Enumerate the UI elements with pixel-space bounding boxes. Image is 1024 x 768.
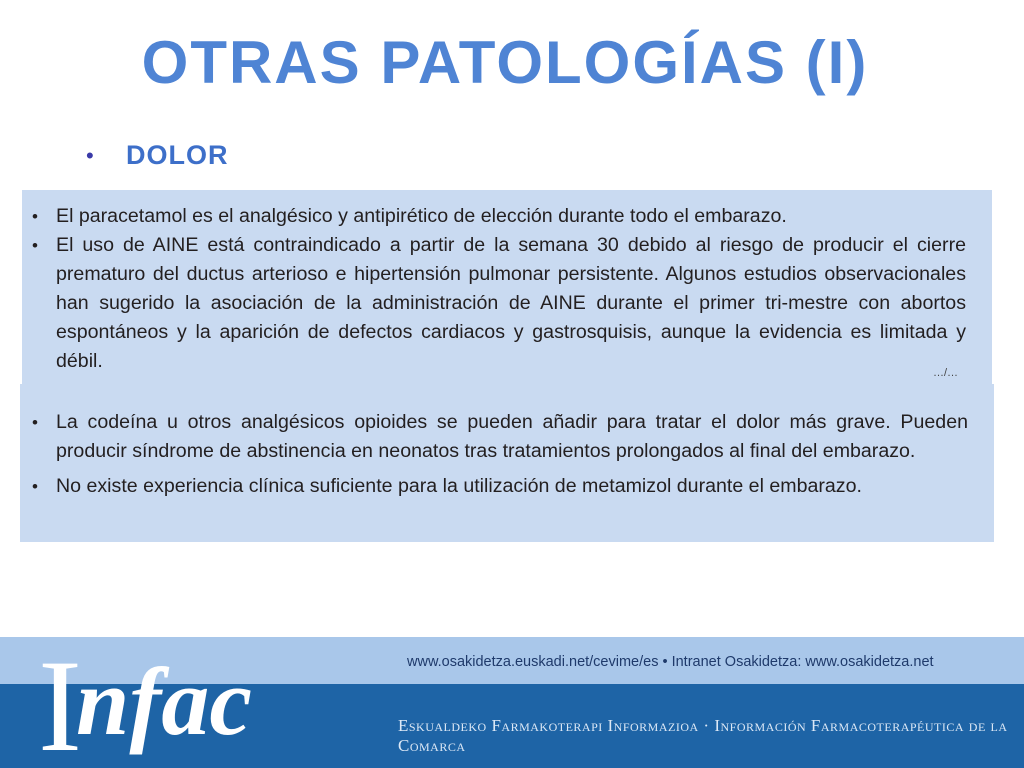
logo-text: nfac (75, 648, 252, 755)
footer-links[interactable]: www.osakidetza.euskadi.net/cevime/es • Intranet Osakidetza: www.osakidetza.net (407, 654, 934, 670)
logo-initial: I (38, 632, 82, 768)
item-text: El uso de AINE está contraindicado a partir de la semana 30 debido al riesgo de producir el cierre prematuro del ductus arterioso e hipertensión pulmonar persistente. Algunos estudios observacionales han sugerido la asociación de la administración de AINE durante el primer tri-mestre con abortos espontáneos y la aparición de defectos cardiacos y gastrosquisis, aunque la evidencia es limitada y débil. (56, 234, 966, 372)
item-text: El paracetamol es el analgésico y antipirético de elección durante todo el embarazo. (56, 205, 787, 227)
list-item (32, 472, 968, 501)
text-panel-top (22, 190, 992, 385)
list-item (32, 202, 966, 231)
footer-tagline: Eskualdeko Farmakoterapi Informazioa · Información Farmacoterapéutica de la Comarca (398, 716, 1008, 755)
bullet-marker: • (32, 236, 38, 255)
continuation-mark: …/… (932, 367, 958, 379)
bullet-marker: • (32, 413, 38, 432)
section-label: DOLOR (126, 140, 229, 170)
text-panel-bottom (20, 384, 994, 542)
section-heading (86, 140, 229, 171)
list-item (32, 408, 968, 466)
list-item (32, 231, 966, 376)
bullet-marker: • (86, 142, 94, 168)
item-text: La codeína u otros analgésicos opioides se pueden añadir para tratar el dolor más grave. Pueden producir síndrome de abstinencia en neonatos tras tratamientos prolongados al final del embarazo. (56, 411, 968, 462)
bullet-marker: • (32, 207, 38, 226)
slide-title: OTRAS PATOLOGÍAS (I) (141, 29, 869, 96)
infac-logo (38, 632, 258, 768)
item-text: No existe experiencia clínica suficiente para la utilización de metamizol durante el embarazo. (56, 475, 862, 497)
bullet-marker: • (32, 477, 38, 496)
